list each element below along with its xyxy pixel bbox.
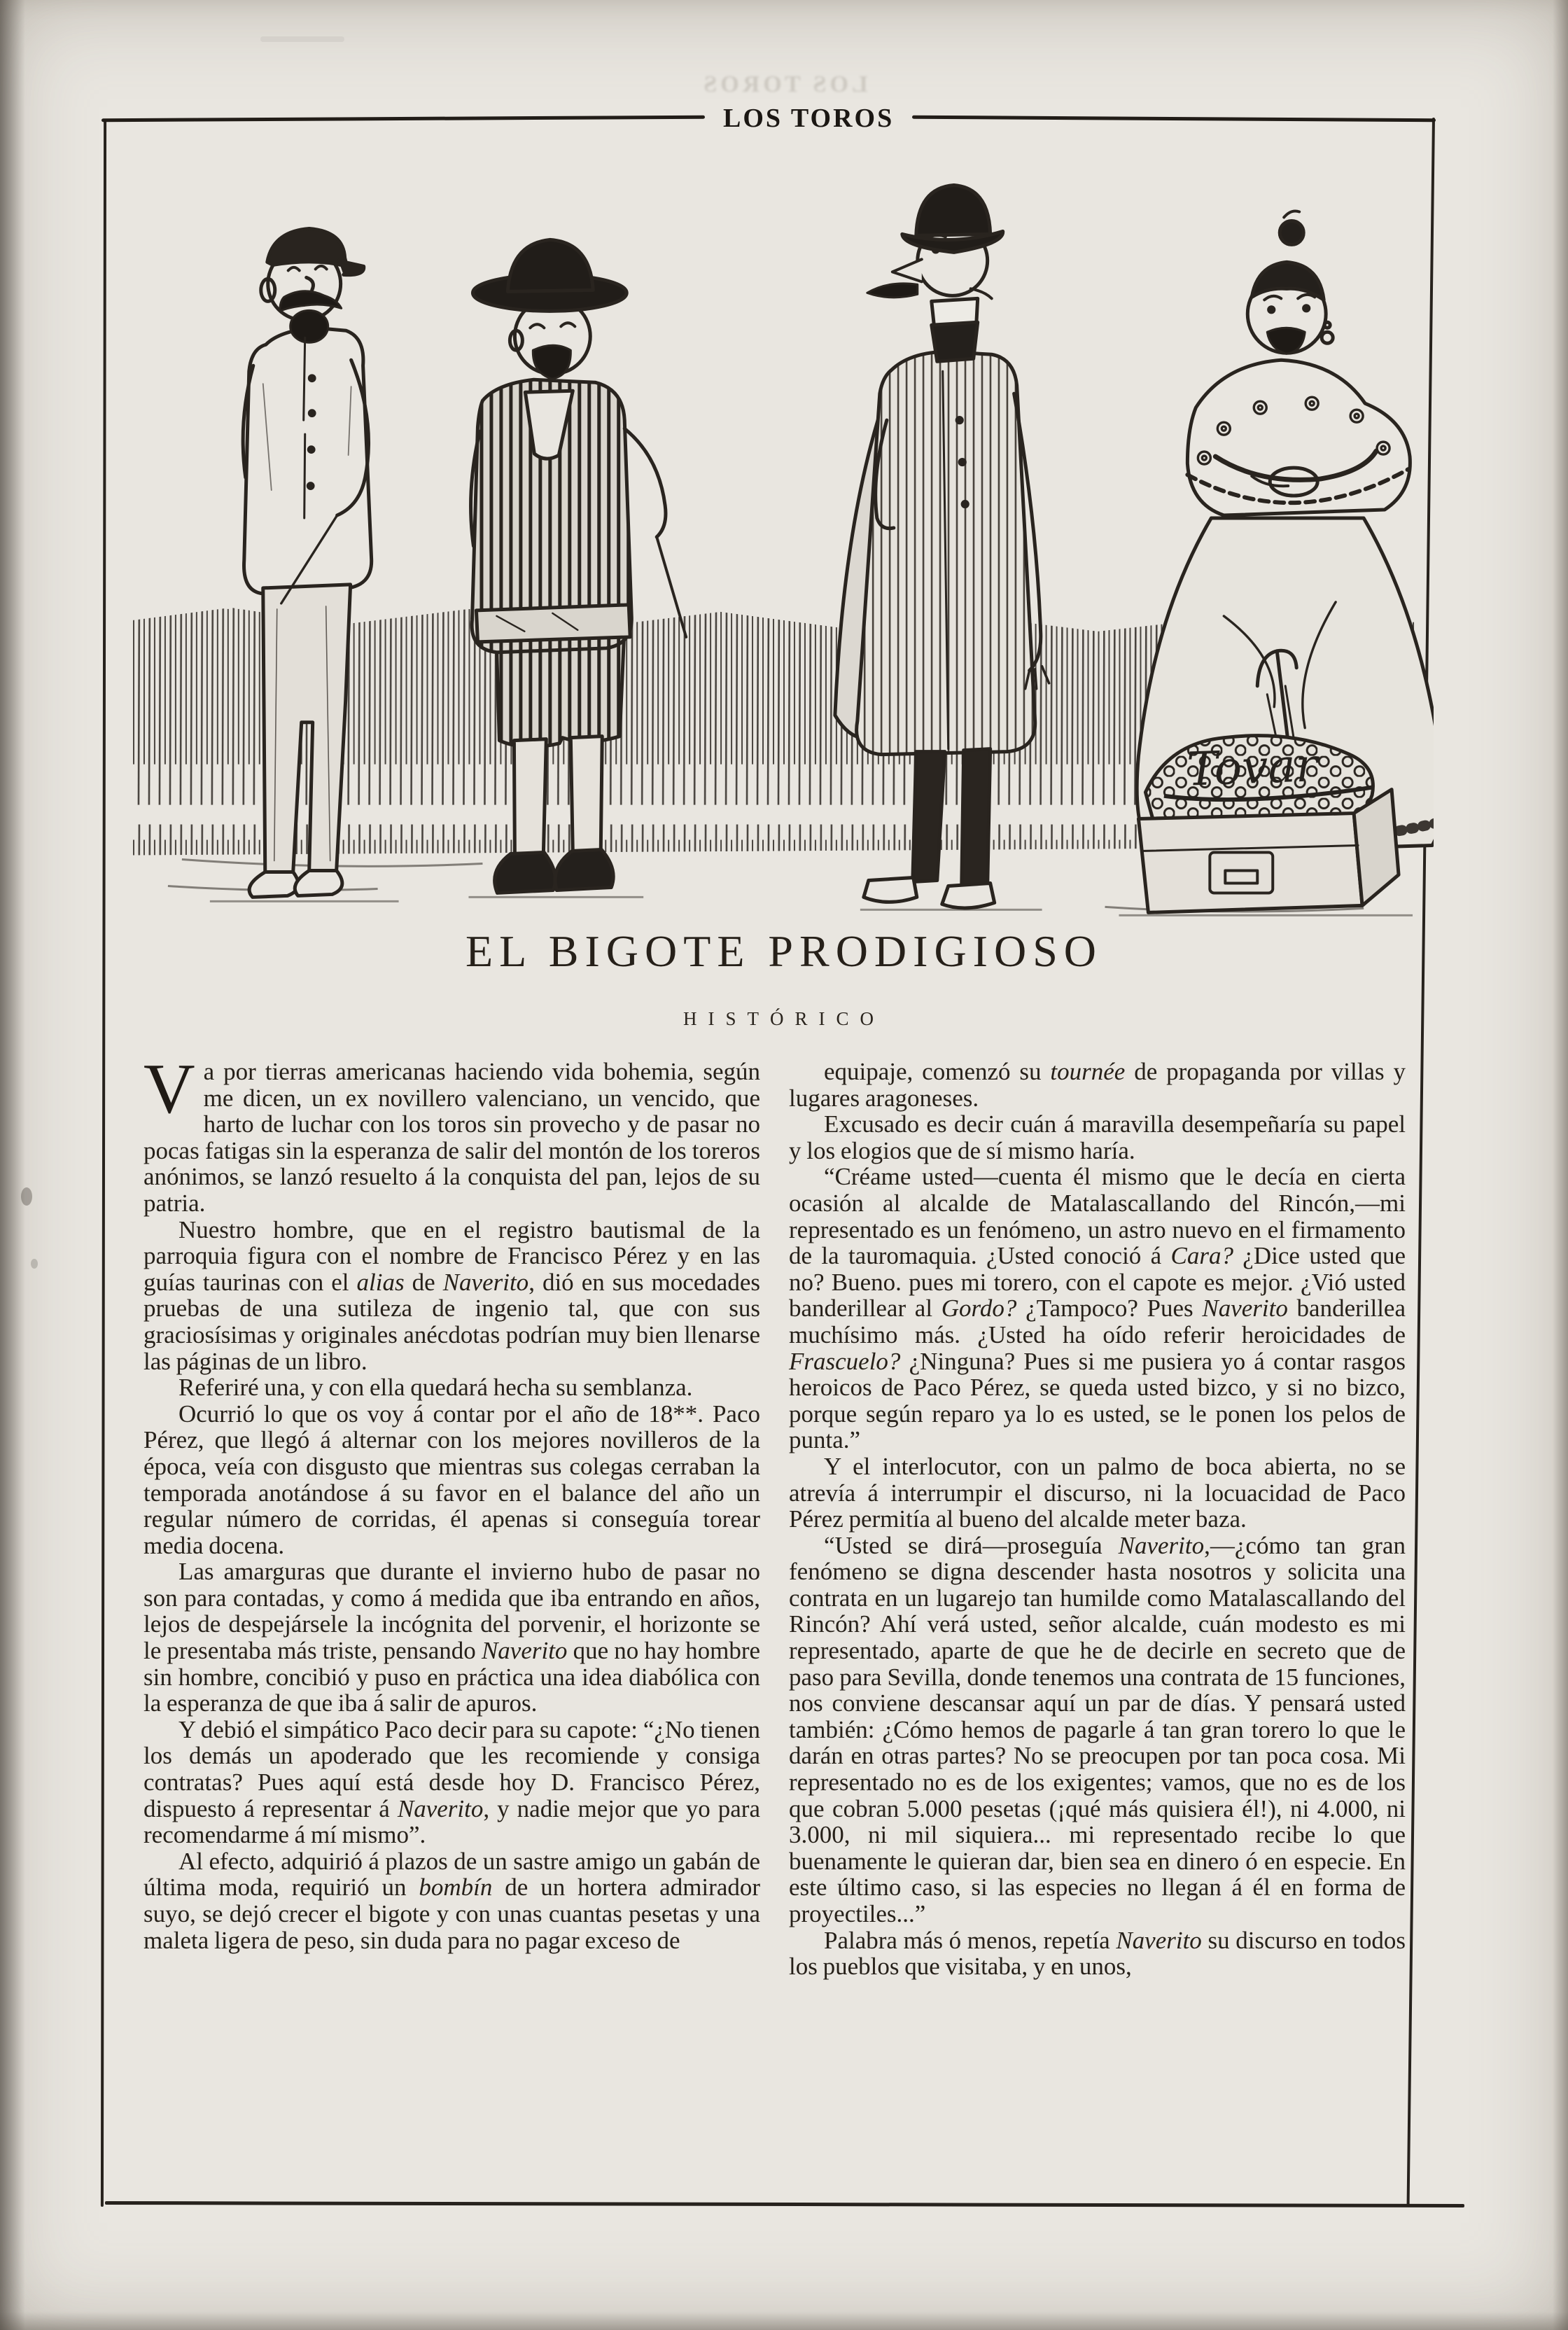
paragraph: Ocurrió lo que os voy á contar por el año de 18**. Paco Pérez, que llegó á alternar con los mejores novilleros de la época, veía con disgusto que mientras sus colegas cerraban la temporada anotándose á su favor en el balance del año un regular número de corridas, él apenas si conseguía torear media docena. [144,1400,760,1559]
ink-blot [31,1259,38,1269]
paragraph: Palabra más ó menos, repetía Naverito su discurso en todos los pueblos que visitaba, y en unos, [789,1926,1406,1981]
paragraph: equipaje, comenzó su tournée de propaganda por villas y lugares aragoneses. [789,1058,1406,1112]
ghost-masthead: LOS TOROS [700,71,868,97]
article-column-left [144,1049,761,1954]
scan-edge-shadow-right [1553,0,1568,2330]
paragraph: Y debió el simpático Paco decir para su capote: “¿No tienen los demás un apoderado que les recomiende y consiga contratas? Pues aquí está desde hoy D. Francisco Pérez, dispuesto á representar á Naverito, y nadie mejor que yo para recomendarme á mí mismo”. [144,1715,760,1849]
article-column-right [789,1059,1406,1980]
masthead-rule-right [912,115,1436,122]
paragraph: Las amarguras que durante el invierno hubo de pasar no son para contadas, y como á medida que iba entrando en años, lejos de despejársele la incógnita del porvenir, el horizonte se le presentaba más triste, pensando Naverito que no hay hombre sin hombre, concibió y puso en práctica una idea diabólica con la esperanza de que iba á salir de apuros. [144,1558,761,1717]
illustration-cartoon [105,126,1434,917]
signature-text: Tovar [1186,738,1319,797]
frame-border-bottom [105,2201,1464,2207]
publication-masthead: LOS TOROS [723,104,895,133]
paragraph: Y el interlocutor, con un palmo de boca abierta, no se atrevía á interrumpir el discurso, ni la locuacidad de Paco Pérez permitía al bueno del alcalde meter baza. [789,1452,1406,1533]
scan-edge-shadow-bottom [0,2312,1568,2330]
paragraph: Excusado es decir cuán á maravilla desempeñaría su papel y los elogios que de sí mismo haría. [789,1110,1406,1164]
article-subtitle: HISTÓRICO [682,1008,885,1029]
paragraph: Nuestro hombre, que en el registro bautismal de la parroquia figura con el nombre de Francisco Pérez y en las guías taurinas con el alias de Naverito, dió en sus mocedades pruebas de una sutileza de ingenio tal, que con sus graciosísimas y originales anécdotas podrían muy bien llenarse las páginas de un libro. [144,1215,760,1375]
masthead-rule-left [102,115,705,122]
scan-edge-shadow-left [0,0,25,2330]
paragraph: Al efecto, adquirió á plazos de un sastre amigo un gabán de última moda, requirió un bombín de un hortera admirador suyo, se dejó crecer el bigote y con unas cuantas pesetas y una maleta ligera de peso, sin duda para no pagar exceso de [144,1847,761,1954]
ink-blot [21,1187,32,1206]
paragraph: “Créame usted—cuenta él mismo que le decía en cierta ocasión al alcalde de Matalascallando del Rincón,—mi representado es un fenómeno, un astro nuevo en el firmamento de la tauromaquia. ¿Usted conoció á Cara? ¿Dice usted que no? Bueno. pues mi torero, con el capote es mejor. ¿Vió usted banderillear al Gordo? ¿Tampoco? Pues Naverito banderillea muchísimo más. ¿Usted ha oído referir heroicidades de Frascuelo? ¿Ninguna? Pues si me pusiera yo á contar rasgos heroicos de Paco Pérez, se queda usted bizco, y si no bizco, porque según reparo ya lo es usted, se le ponen los pelos de punta.” [789,1163,1406,1454]
paragraph: Referiré una, y con ella quedará hecha su semblanza. [178,1374,693,1402]
article-title: EL BIGOTE PRODIGIOSO [465,926,1103,976]
paragraph: “Usted se dirá—proseguía Naverito,—¿cómo tan gran fenómeno se digna descender hasta nosotros y solicita una contrata en un lugarejo tan humilde como Matalascallando del Rincón? Ahí verá usted, señor alcalde, cuán modesto es mi representado, aparte de que he de decirle en secreto que de paso para Sevilla, donde tenemos una contrata de 15 funciones, nos conviene descansar aquí un par de días. Y pensará usted también: ¿Cómo hemos de pagarle á tan gran torero lo que le darán en otras partes? No se preocupen por tan poca cosa. Mi representado no es de los exigentes; vamos, que no es de los que cobran 5.000 pesetas (¡qué más quisiera él!), ni 4.000, ni 3.000, ni mil siquiera... mi representado recibe lo que buenamente le quieran dar, bien sea en dinero ó en especie. En este último caso, si las especies no llegan á él en forma de proyectiles...” [789,1531,1406,1927]
paragraph: Va por tierras americanas haciendo vida bohemia, según me dicen, un ex novillero valenciano, un vencido, que harto de luchar con los toros sin provecho y de pasar no pocas fatigas sin la esperanza de salir del montón de los toreros anónimos, se lanzó resuelto á la conquista del pan, lejos de su patria. [144,1049,760,1217]
smudge [260,36,344,42]
